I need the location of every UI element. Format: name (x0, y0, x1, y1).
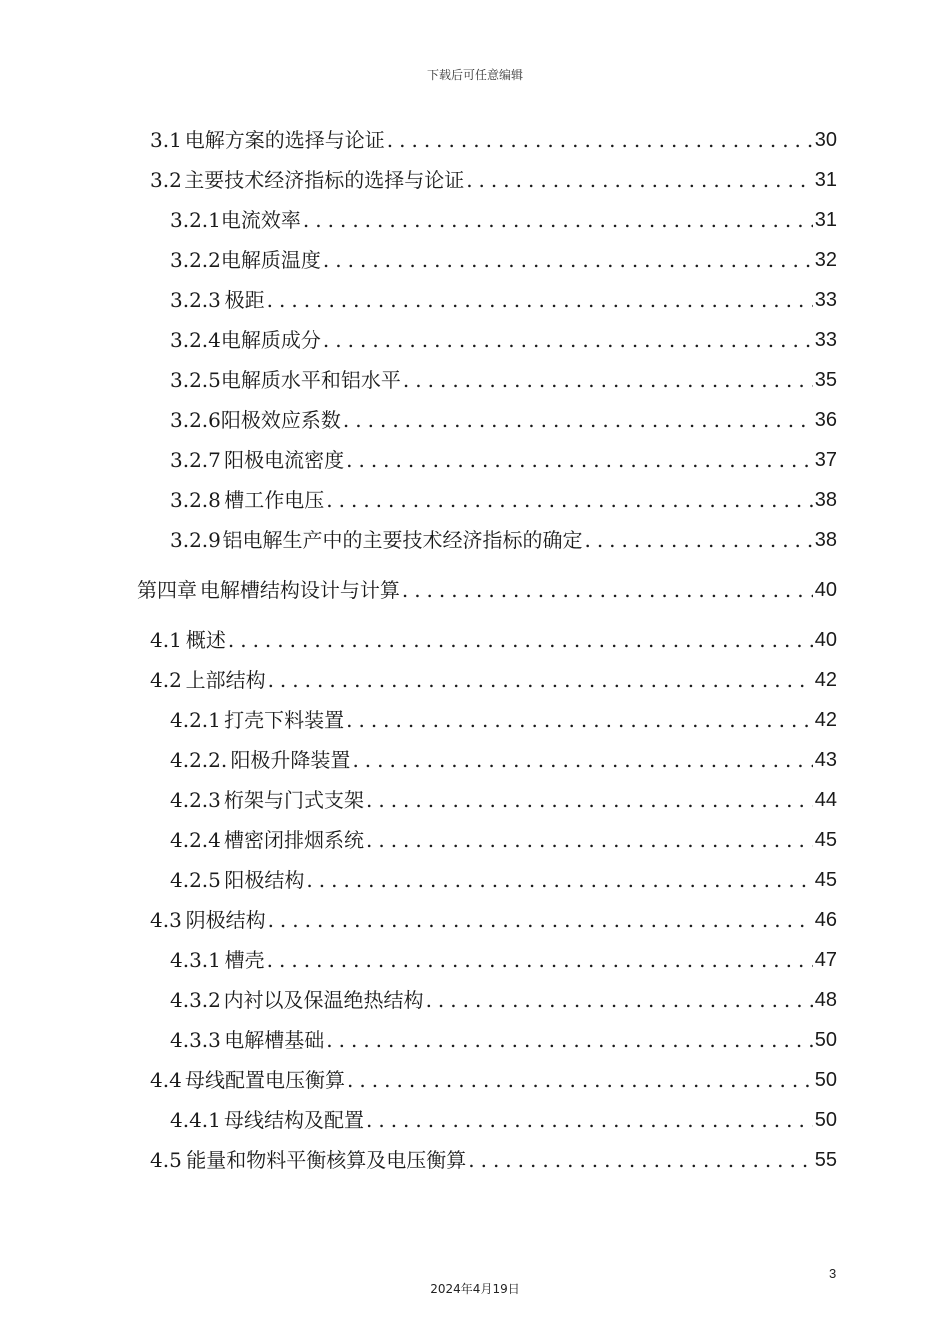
toc-entry-title: 阴极结构 (185, 908, 266, 932)
toc-entry-number: 4.4.1 (170, 1108, 221, 1132)
toc-entry-number: 4.2 (150, 668, 182, 692)
toc-entry-title: 主要技术经济指标的选择与论证 (184, 168, 465, 192)
toc-entry-number: 3.1 (150, 128, 182, 152)
toc-entry-page: 31 (814, 169, 837, 191)
toc-dot-leader (306, 866, 812, 894)
toc-dot-leader (584, 526, 812, 554)
toc-entry-title: 槽壳 (224, 948, 265, 972)
toc-entry-number: 4.3.1 (170, 948, 221, 972)
toc-entry[interactable] (170, 202, 837, 234)
footer-date: 2024年4月19日 (430, 1282, 520, 1296)
toc-entry-page: 37 (814, 449, 837, 471)
toc-entry[interactable] (170, 862, 837, 894)
toc-entry-number: 4.4 (150, 1068, 182, 1092)
toc-dot-leader (326, 1026, 813, 1054)
toc-entry-title: 阳极升降装置 (230, 748, 351, 772)
toc-entry-number: 4.2.2. (170, 748, 228, 772)
toc-entry-number: 4.3 (150, 908, 182, 932)
toc-entry-number: 3.2.3 (170, 288, 221, 312)
toc-entry-title: 内衬以及保温绝热结构 (223, 988, 424, 1012)
toc-dot-leader (468, 1146, 813, 1174)
toc-entry[interactable] (150, 622, 837, 654)
toc-dot-leader (426, 986, 813, 1014)
toc-entry-page: 48 (814, 989, 837, 1011)
toc-entry-title: 上部结构 (185, 668, 266, 692)
toc-dot-leader (366, 826, 813, 854)
toc-entry-number: 4.2.3 (170, 788, 221, 812)
toc-entry-page: 46 (814, 909, 837, 931)
toc-entry-title: 电解槽基础 (224, 1028, 325, 1052)
toc-entry-page: 45 (814, 869, 837, 891)
footer-page-number: 3 (829, 1266, 837, 1281)
toc-dot-leader (366, 786, 813, 814)
toc-entry[interactable] (170, 402, 837, 434)
toc-entry[interactable] (170, 1102, 837, 1134)
toc-entry-page: 50 (814, 1069, 837, 1091)
toc-entry-page: 31 (814, 209, 837, 231)
toc-entry[interactable] (150, 122, 837, 154)
toc-entry-number: 3.2.4 (170, 328, 221, 352)
toc-entry[interactable] (170, 242, 837, 274)
toc-dot-leader (347, 1066, 813, 1094)
toc-entry[interactable] (170, 702, 837, 734)
toc-entry-title: 母线结构及配置 (223, 1108, 364, 1132)
toc-entry-title: 槽工作电压 (224, 488, 325, 512)
toc-dot-leader (326, 486, 813, 514)
toc-dot-leader (323, 246, 813, 274)
toc-entry-page: 33 (814, 289, 837, 311)
toc-entry-page: 38 (814, 489, 837, 511)
toc-entry-page: 33 (814, 329, 837, 351)
toc-entry-page: 32 (814, 249, 837, 271)
toc-entry-page: 43 (814, 749, 837, 771)
toc-entry-title: 电解质温度 (220, 248, 321, 272)
toc-entry-title: 概述 (185, 628, 226, 652)
toc-entry[interactable] (170, 522, 837, 554)
toc-dot-leader (343, 406, 813, 434)
toc-dot-leader (352, 746, 812, 774)
toc-entry[interactable] (150, 662, 837, 694)
toc-entry-number: 3.2.5 (170, 368, 221, 392)
toc-entry-page: 38 (814, 529, 837, 551)
toc-entry[interactable] (170, 442, 837, 474)
toc-entry-number: 4.2.1 (170, 708, 221, 732)
toc-entry-page: 47 (814, 949, 837, 971)
toc-entry-number: 3.2.9 (170, 528, 221, 552)
toc-dot-leader (387, 126, 813, 154)
toc-dot-leader (366, 1106, 813, 1134)
toc-entry-title: 电解方案的选择与论证 (184, 128, 385, 152)
toc-entry-title: 桁架与门式支架 (223, 788, 364, 812)
toc-entry[interactable] (150, 1142, 837, 1174)
toc-entry[interactable] (170, 782, 837, 814)
toc-entry[interactable] (170, 322, 837, 354)
toc-entry-number: 4.2.4 (170, 828, 221, 852)
toc-entry-page: 42 (814, 669, 837, 691)
toc-entry-title: 极距 (224, 288, 265, 312)
toc-entry[interactable] (170, 742, 837, 774)
toc-entry-page: 55 (814, 1149, 837, 1171)
toc-dot-leader (228, 626, 813, 654)
toc-entry-page: 36 (814, 409, 837, 431)
toc-entry[interactable] (170, 822, 837, 854)
toc-entry-title: 母线配置电压衡算 (185, 1068, 346, 1092)
toc-entry-page: 30 (814, 129, 837, 151)
toc-dot-leader (268, 666, 813, 694)
toc-entry-title: 电解质成分 (220, 328, 321, 352)
toc-entry-title: 阳极电流密度 (224, 448, 345, 472)
toc-entry-page: 45 (814, 829, 837, 851)
toc-entry-title: 电解质水平和铝水平 (220, 368, 401, 392)
toc-entry-title: 阳极效应系数 (220, 408, 341, 432)
header-note: 下载后可任意编辑 (426, 68, 523, 82)
toc-entry-number: 4.2.5 (170, 868, 221, 892)
toc-dot-leader (323, 326, 813, 354)
toc-entry[interactable] (150, 1062, 837, 1094)
toc-dot-leader (346, 706, 813, 734)
toc-dot-leader (268, 906, 813, 934)
toc-entry-page: 50 (814, 1109, 837, 1131)
toc-dot-leader (303, 206, 813, 234)
toc-entry-page: 50 (814, 1029, 837, 1051)
toc-entry-number: 3.2.8 (170, 488, 221, 512)
toc-entry-number: 4.5 (150, 1148, 182, 1172)
toc-entry[interactable] (150, 902, 837, 934)
toc-entry-title: 能量和物料平衡核算及电压衡算 (186, 1148, 467, 1172)
toc-entry-number: 第四章 (137, 578, 197, 602)
toc-entry-number: 3.2.1 (170, 208, 221, 232)
toc-entry[interactable] (170, 942, 837, 974)
toc-entry-number: 4.1 (150, 628, 182, 652)
toc-entry-page: 40 (814, 579, 837, 601)
toc-dot-leader (403, 366, 813, 394)
toc-entry-title: 铝电解生产中的主要技术经济指标的确定 (222, 528, 583, 552)
toc-entry-number: 3.2.2 (170, 248, 221, 272)
toc-chapter-entry[interactable] (137, 572, 837, 604)
toc-entry-title: 电解槽结构设计与计算 (199, 578, 400, 602)
toc-entry-number: 4.3.2 (170, 988, 221, 1012)
toc-entry-number: 3.2.7 (170, 448, 221, 472)
toc-entry-number: 4.3.3 (170, 1028, 221, 1052)
toc-entry-page: 42 (814, 709, 837, 731)
toc-entry-title: 槽密闭排烟系统 (223, 828, 364, 852)
toc-entry[interactable] (170, 982, 837, 1014)
toc-entry-title: 打壳下料装置 (224, 708, 345, 732)
toc-entry[interactable] (150, 162, 837, 194)
toc-entry[interactable] (170, 1022, 837, 1054)
toc-entry-title: 阳极结构 (224, 868, 305, 892)
toc-entry-number: 3.2.6 (170, 408, 221, 432)
toc-dot-leader (402, 576, 813, 604)
toc-entry[interactable] (170, 482, 837, 514)
toc-entry-title: 电流效率 (220, 208, 301, 232)
toc-dot-leader (267, 286, 813, 314)
toc-entry-number: 3.2 (150, 168, 182, 192)
toc-entry-page: 35 (814, 369, 837, 391)
toc-dot-leader (346, 446, 813, 474)
toc-entry-page: 44 (814, 789, 837, 811)
toc-entry[interactable] (170, 282, 837, 314)
toc-entry[interactable] (170, 362, 837, 394)
toc-dot-leader (466, 166, 813, 194)
toc-dot-leader (267, 946, 813, 974)
toc-entry-page: 40 (814, 629, 837, 651)
